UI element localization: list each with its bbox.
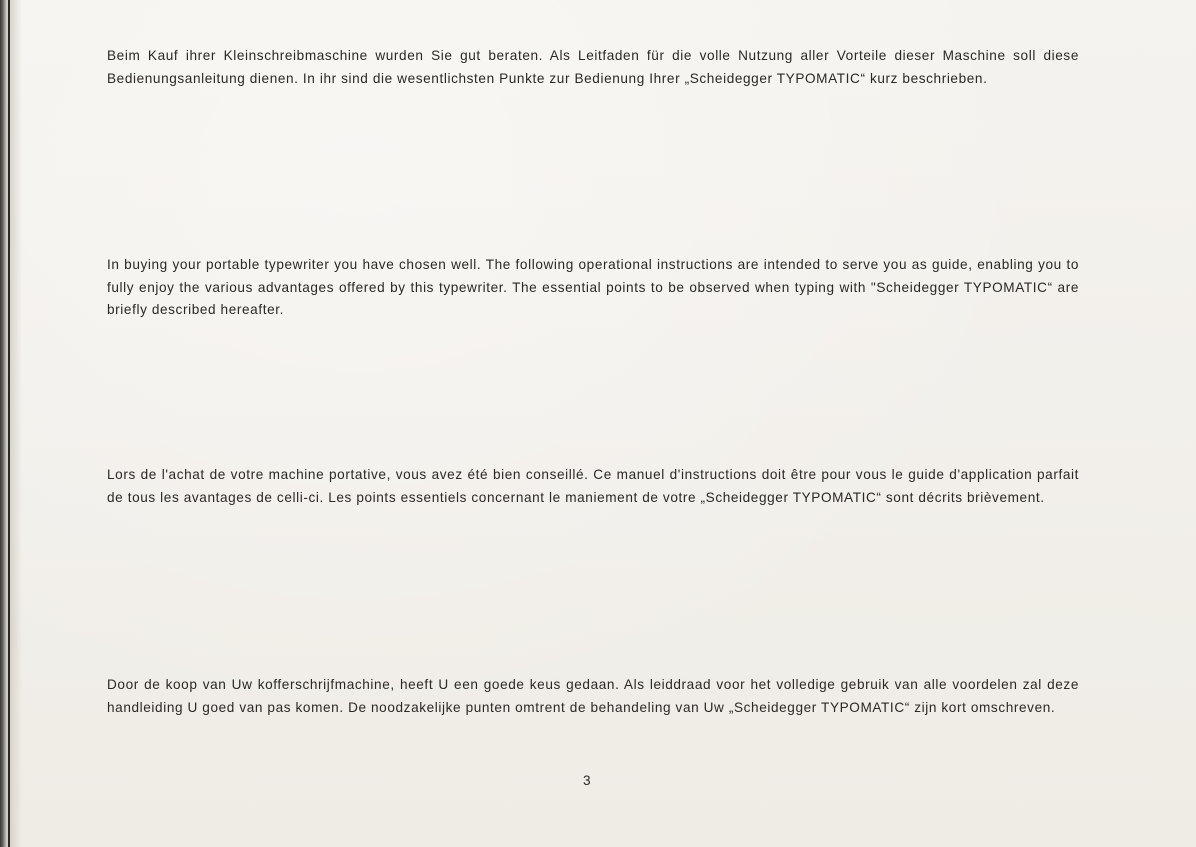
paragraph-french: Lors de l'achat de votre machine portative, vous avez été bien conseillé. Ce manuel d'instructions doit être pour vous le guide d'application parfait de tous les avantages de celli-ci. Les points essentiels concernant le maniement de votre „Scheidegger TYPOMATIC“ sont décrits brièvement. — [107, 467, 1079, 505]
binding-line — [8, 0, 10, 847]
page-number: 3 — [583, 773, 591, 788]
paragraph-dutch: Door de koop van Uw kofferschrijfmachine, heeft U een goede keus gedaan. Als leiddraad voor het volledige gebruik van alle voordelen zal deze handleiding U goed van pas komen. De noodzakelijke punten omtrent de behandeling van Uw „Scheidegger TYPOMATIC“ zijn kort omschreven. — [107, 677, 1079, 715]
paragraph-english: In buying your portable typewriter you have chosen well. The following operational instructions are intended to serve you as guide, enabling you to fully enjoy the various advantages offered by this typewriter. The essential points to be observed when typing with "Scheidegger TYPOMATIC“ are briefly described hereafter. — [107, 257, 1079, 317]
binding-edge — [0, 0, 22, 847]
paragraph-german: Beim Kauf ihrer Kleinschreibmaschine wurden Sie gut beraten. Als Leitfaden für die volle Nutzung aller Vorteile dieser Maschine soll diese Bedienungsanleitung dienen. In ihr sind die wesentlichsten Punkte zur Bedienung Ihrer „Scheidegger TYPOMATIC“ kurz beschrieben. — [107, 48, 1079, 86]
